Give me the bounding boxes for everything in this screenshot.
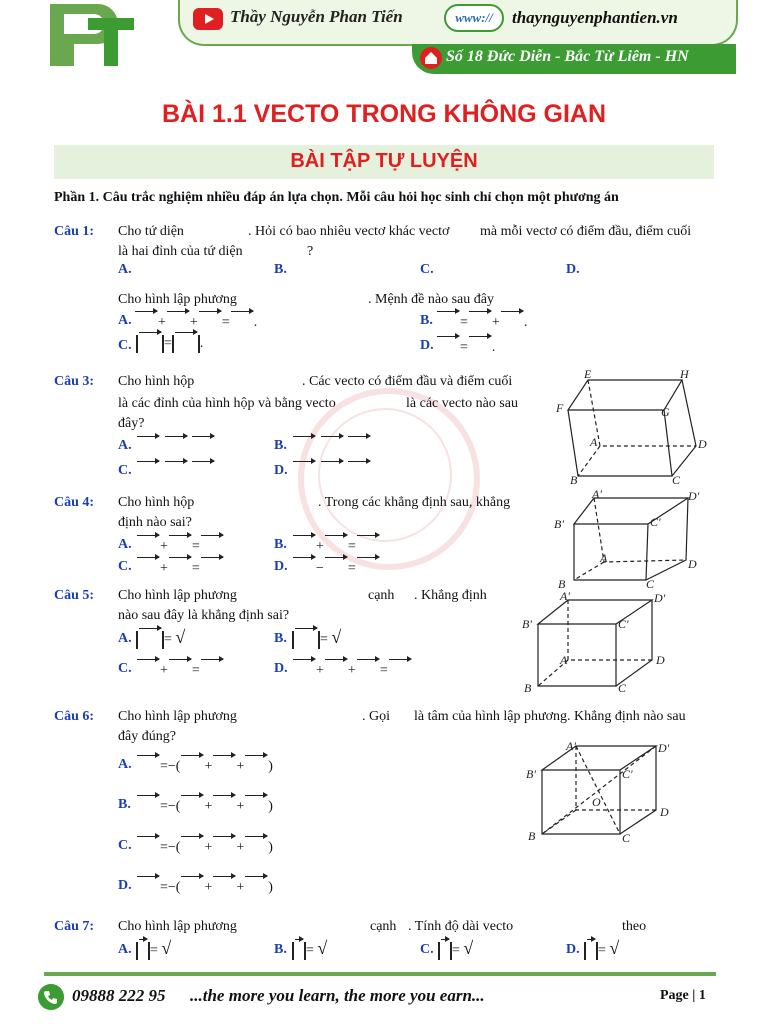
- option-d[interactable]: D.: [274, 559, 288, 574]
- option-a-formula: =−( + + ): [136, 757, 273, 777]
- vertex-label: D': [654, 591, 666, 605]
- option-b[interactable]: B.: [274, 438, 287, 453]
- option-d-formula: − =: [292, 559, 380, 579]
- option-a[interactable]: A.: [118, 262, 132, 277]
- option-c[interactable]: C.: [118, 838, 132, 853]
- vertex-label: F: [556, 401, 564, 415]
- question-text: mà mỗi vectơ có điểm đầu, điểm cuối: [480, 224, 692, 239]
- question-text: cạnh: [370, 919, 397, 934]
- page-number: Page | 1: [660, 988, 706, 1003]
- part-heading: Phần 1. Câu trắc nghiệm nhiều đáp án lựa chọn. Mỗi câu hỏi học sinh chỉ chọn một phương án: [54, 190, 619, 205]
- vertex-label: O: [592, 795, 601, 809]
- footer-divider: [44, 972, 716, 976]
- vertex-label: B: [524, 681, 532, 694]
- option-b-formula: =−( + + ): [136, 797, 273, 817]
- question-text: là các đỉnh của hình hộp và bằng vecto: [118, 396, 336, 411]
- vertex-label: C: [618, 681, 627, 694]
- question-number: Câu 4:: [54, 495, 95, 510]
- vertex-label: B': [526, 767, 536, 781]
- youtube-icon: [193, 8, 223, 30]
- option-a[interactable]: A.: [118, 942, 132, 957]
- option-a-formula: [136, 438, 215, 458]
- question-number: Câu 5:: [54, 588, 95, 603]
- page-title: BÀI 1.1 VECTO TRONG KHÔNG GIAN: [161, 100, 607, 128]
- question-text: . Hỏi có bao nhiêu vectơ khác vectơ: [248, 224, 450, 239]
- question-text: Cho hình lập phương: [118, 588, 237, 603]
- vertex-label: A': [592, 488, 602, 501]
- question-text: . Gọi: [362, 709, 390, 724]
- option-d[interactable]: D.: [274, 463, 288, 478]
- question-number: Câu 3:: [54, 374, 95, 389]
- option-a[interactable]: A.: [118, 313, 132, 328]
- home-icon: [420, 47, 442, 69]
- option-d-formula: = .: [436, 338, 495, 358]
- vertex-label: A: [560, 653, 568, 667]
- question-text: Cho hình lập phương: [118, 919, 237, 934]
- option-a-formula: + =: [136, 537, 224, 557]
- figure-cube-q6: [516, 738, 676, 846]
- option-b[interactable]: B.: [274, 631, 287, 646]
- question-text: là các vecto nào sau: [406, 396, 518, 411]
- vertex-label: A: [590, 435, 598, 449]
- question-text: là hai đỉnh của tứ diện: [118, 244, 243, 259]
- vertex-label: D: [656, 653, 665, 667]
- vertex-label: C': [650, 515, 661, 529]
- option-a[interactable]: A.: [118, 631, 132, 646]
- option-b-formula: = + .: [436, 313, 527, 333]
- question-text: Cho hình lập phương: [118, 709, 237, 724]
- question-text: ?: [307, 244, 314, 259]
- option-c-formula: + =: [136, 559, 224, 579]
- vertex-label: B': [522, 617, 532, 631]
- option-d[interactable]: D.: [566, 942, 580, 957]
- vertex-label: H: [680, 367, 689, 381]
- option-d[interactable]: D.: [118, 878, 132, 893]
- address-text: Số 18 Đức Diễn - Bắc Từ Liêm - HN: [446, 48, 689, 65]
- vertex-label: C: [646, 577, 655, 588]
- option-a[interactable]: A.: [118, 537, 132, 552]
- vertex-label: D: [660, 805, 669, 819]
- option-c-formula: [136, 463, 215, 483]
- logo-icon: [36, 0, 144, 70]
- question-text: Cho hình hộp: [118, 495, 195, 510]
- option-c[interactable]: C.: [118, 559, 132, 574]
- option-b-formula: + =: [292, 537, 380, 557]
- option-b[interactable]: B.: [274, 942, 287, 957]
- vertex-label: A': [560, 590, 570, 603]
- question-text: . Các vecto có điểm đầu và điểm cuối: [302, 374, 513, 389]
- question-number: Câu 7:: [54, 919, 95, 934]
- vertex-label: C': [622, 767, 633, 781]
- question-text: Cho hình hộp: [118, 374, 195, 389]
- question-text: định nào sai?: [118, 515, 192, 530]
- option-c-formula: = .: [136, 334, 203, 354]
- option-a[interactable]: A.: [118, 438, 132, 453]
- teacher-name: Thầy Nguyễn Phan Tiến: [230, 7, 403, 26]
- question-text: cạnh: [368, 588, 395, 603]
- vertex-label: D': [658, 741, 670, 755]
- option-d[interactable]: D.: [566, 262, 580, 277]
- question-text: nào sau đây là khẳng định sai?: [118, 608, 290, 623]
- option-d-formula: = √: [584, 938, 619, 961]
- option-d[interactable]: D.: [420, 338, 434, 353]
- option-c-formula: = √: [438, 938, 473, 961]
- vertex-label: G: [661, 405, 670, 419]
- option-a-formula: = √: [136, 938, 171, 961]
- question-text: . Mệnh đề nào sau đây: [368, 292, 494, 307]
- option-b[interactable]: B.: [274, 262, 287, 277]
- option-a[interactable]: A.: [118, 757, 132, 772]
- option-c[interactable]: C.: [118, 661, 132, 676]
- section-subtitle: BÀI TẬP TỰ LUYỆN: [290, 150, 478, 172]
- figure-cube-q5: [516, 590, 672, 694]
- option-d-formula: + + =: [292, 661, 412, 681]
- question-text: Cho hình lập phương: [118, 292, 237, 307]
- question-number: Câu 6:: [54, 709, 95, 724]
- footer-slogan: ...the more you learn, the more you earn...: [190, 986, 485, 1005]
- figure-parallelepiped-q3: [548, 366, 712, 484]
- question-text: đây đúng?: [118, 729, 176, 744]
- question-text: . Trong các khẳng định sau, khẳng: [318, 495, 511, 510]
- question-number: Câu 1:: [54, 224, 95, 239]
- www-badge: www://: [444, 4, 504, 32]
- option-a-formula: = √: [136, 627, 185, 650]
- option-c-formula: =−( + + ): [136, 838, 273, 858]
- vertex-label: C': [618, 617, 629, 631]
- option-d-formula: =−( + + ): [136, 878, 273, 898]
- website-link[interactable]: thaynguyenphantien.vn: [512, 8, 678, 27]
- question-text: . Khẳng định: [414, 588, 487, 603]
- vertex-label: E: [584, 367, 592, 381]
- vertex-label: D: [698, 437, 707, 451]
- option-d[interactable]: D.: [274, 661, 288, 676]
- option-c[interactable]: C.: [420, 262, 434, 277]
- vertex-label: B: [570, 473, 578, 484]
- vertex-label: A: [600, 551, 608, 565]
- question-text: theo: [622, 919, 647, 934]
- vertex-label: B: [528, 829, 536, 843]
- vertex-label: B': [554, 517, 564, 531]
- option-b-formula: = √: [292, 627, 341, 650]
- question-text: là tâm của hình lập phương. Khẳng định nào sau: [414, 709, 686, 724]
- vertex-label: B: [558, 577, 566, 588]
- option-d-formula: [292, 463, 371, 483]
- option-b[interactable]: B.: [274, 537, 287, 552]
- option-b[interactable]: B.: [420, 313, 433, 328]
- option-c[interactable]: C.: [118, 338, 132, 353]
- option-b[interactable]: B.: [118, 797, 131, 812]
- vertex-label: C: [622, 831, 631, 845]
- vertex-label: D: [688, 557, 697, 571]
- phone-icon: [38, 984, 64, 1010]
- option-c-formula: + =: [136, 661, 224, 681]
- question-text: . Tính độ dài vecto: [408, 919, 514, 934]
- vertex-label: A': [566, 739, 576, 753]
- option-c[interactable]: C.: [420, 942, 434, 957]
- question-text: đây?: [118, 416, 145, 431]
- option-c[interactable]: C.: [118, 463, 132, 478]
- question-text: Cho tứ diện: [118, 224, 184, 239]
- figure-parallelepiped-q4: [548, 488, 712, 588]
- footer-phone: 09888 222 95: [72, 986, 166, 1005]
- vertex-label: D': [688, 489, 700, 503]
- option-b-formula: [292, 438, 371, 458]
- option-a-formula: + + = .: [134, 313, 257, 333]
- vertex-label: C: [672, 473, 681, 484]
- option-b-formula: = √: [292, 938, 327, 961]
